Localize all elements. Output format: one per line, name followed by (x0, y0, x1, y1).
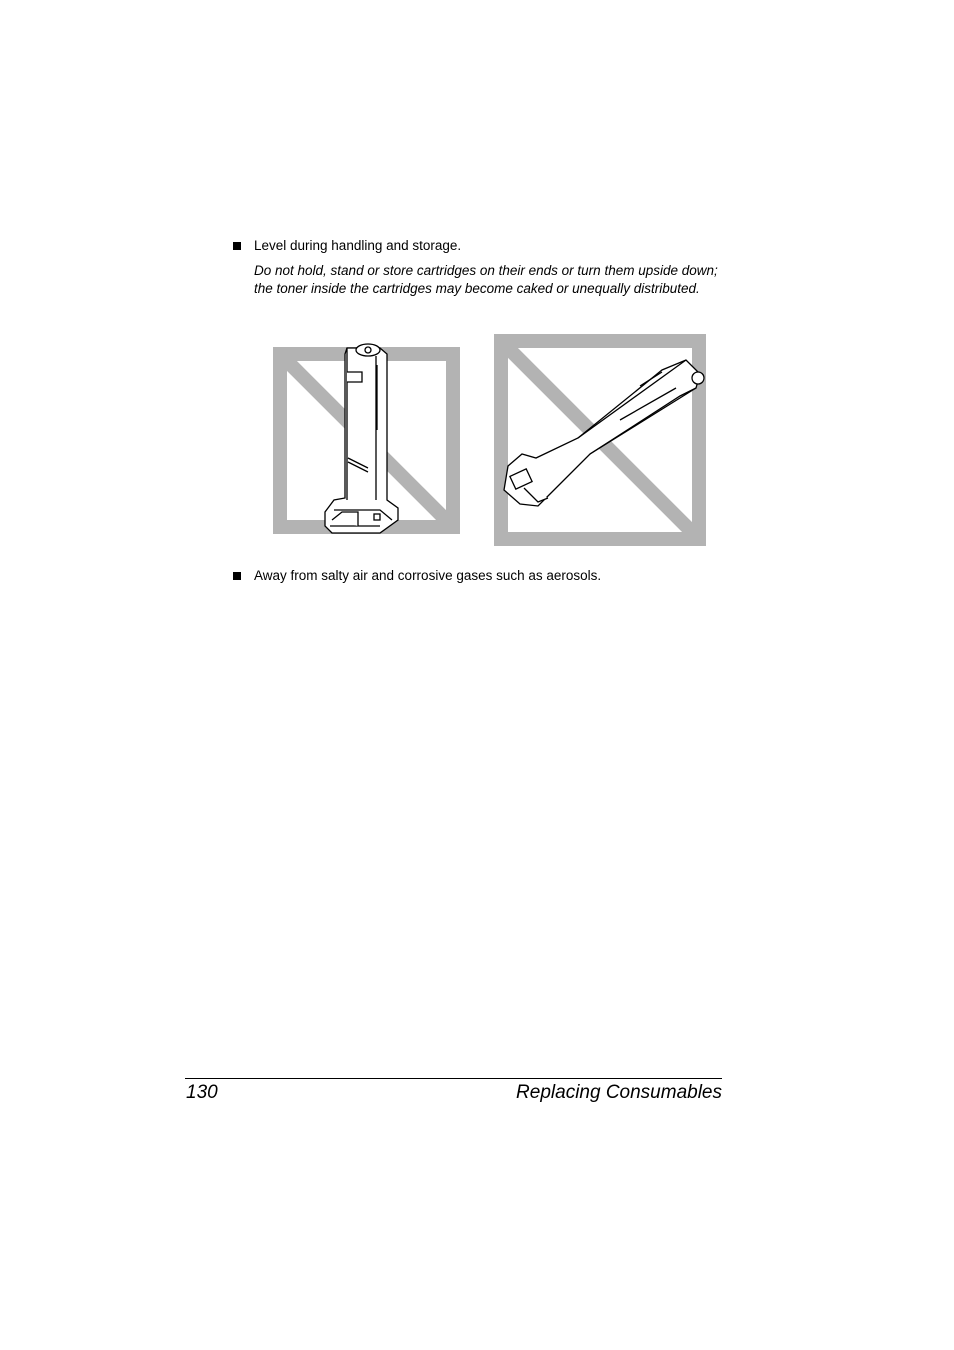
prohibited-tilted-cartridge-illustration (490, 330, 712, 552)
cartridge-drawing (325, 344, 398, 533)
bullet-text: Away from salty air and corrosive gases such as aerosols. (254, 568, 602, 583)
bullet-item-away (233, 568, 601, 583)
bullet-square-icon (233, 242, 241, 250)
footer-rule (185, 1078, 722, 1079)
prohibited-vertical-cartridge-illustration (270, 340, 466, 545)
section-title: Replacing Consumables (516, 1082, 722, 1103)
bullet-item-level (233, 238, 461, 253)
page-number: 130 (186, 1082, 218, 1103)
bullet-square-icon (233, 572, 241, 580)
caution-note: Do not hold, stand or store cartridges on their ends or turn them upside down; the toner inside the cartridges may become caked or unequally distributed. (254, 263, 718, 296)
bullet-text: Level during handling and storage. (254, 238, 462, 253)
